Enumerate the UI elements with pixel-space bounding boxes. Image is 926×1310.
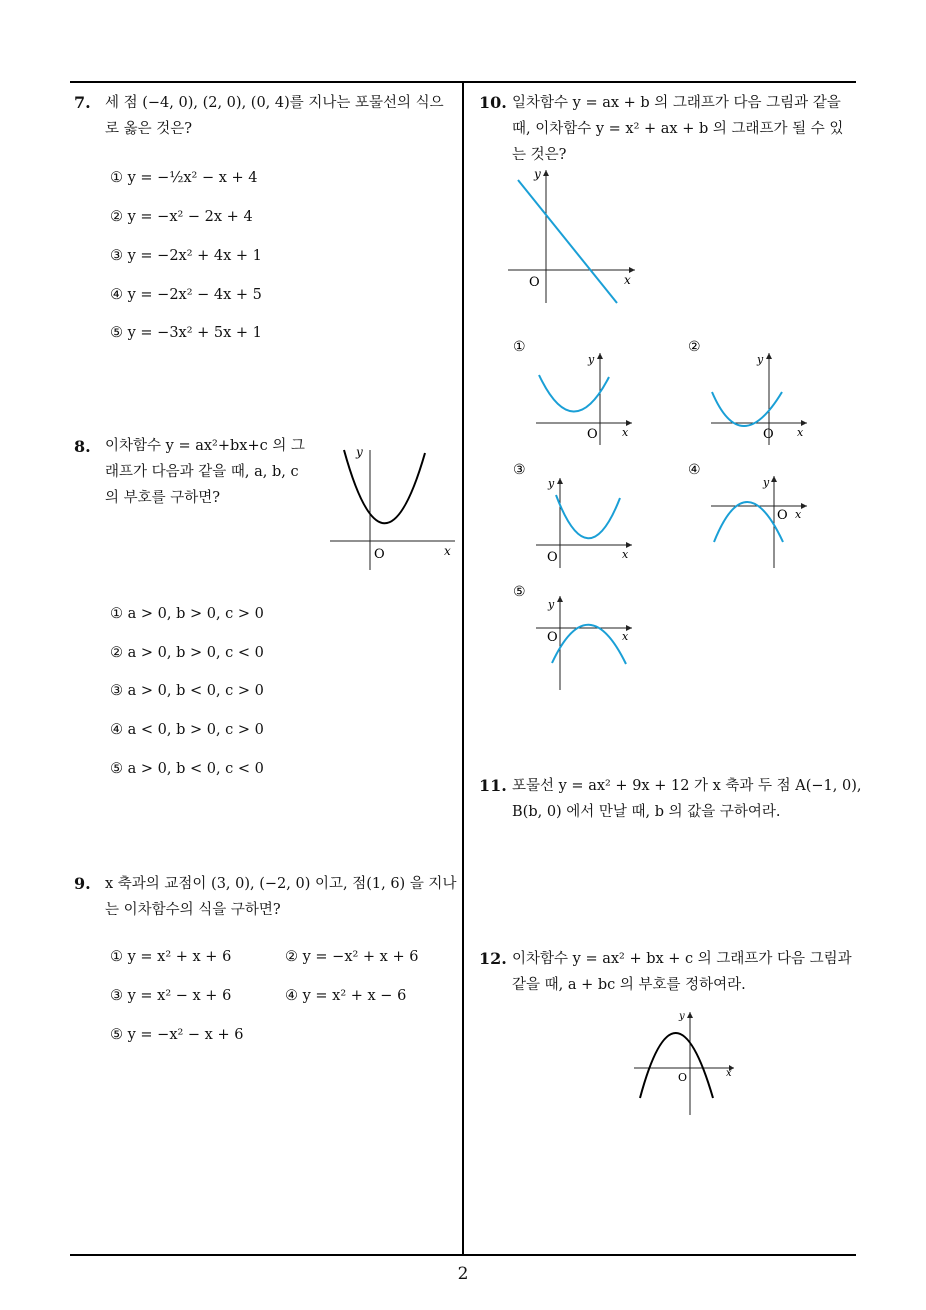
svg-text:O: O: [547, 550, 558, 565]
q10-number: 10.: [479, 93, 507, 112]
q9-text: x 축과의 교점이 (3, 0), (−2, 0) 이고, 점(1, 6) 을 지나는 이차함수의 식을 구하면?: [105, 876, 457, 918]
q10-choice-2-mark: ②: [688, 339, 701, 355]
svg-text:x: x: [622, 630, 629, 643]
q10-choice-4-mark: ④: [688, 462, 701, 478]
q8-graph: [330, 445, 460, 575]
q10-origin-label: O: [529, 275, 540, 290]
q10-x-label: x: [624, 273, 631, 287]
q10-choice-4-graph: [685, 458, 815, 568]
q10-choice-2-graph: [685, 335, 815, 445]
q10-text: 일차함수 y = ax + b 의 그래프가 다음 그림과 같을 때, 이차함수 y = x² + ax + b 의 그래프가 될 수 있는 것은?: [512, 95, 844, 163]
svg-text:y: y: [757, 353, 764, 366]
svg-text:y: y: [548, 477, 555, 490]
q7-option-1: ① y = −½x² − x + 4: [110, 170, 258, 186]
q8-text: 이차함수 y = ax²+bx+c 의 그래프가 다음과 같을 때, a, b, c 의 부호를 구하면?: [105, 438, 305, 506]
q10-y-label: y: [534, 167, 541, 181]
q7-option-5: ⑤ y = −3x² + 5x + 1: [110, 325, 262, 341]
q8-y-label: y: [356, 445, 363, 459]
page-number: 2: [457, 1264, 469, 1284]
q7-number: 7.: [74, 93, 91, 112]
bottom-rule: [70, 1254, 856, 1256]
q8-option-2: ② a > 0, b > 0, c < 0: [110, 645, 264, 661]
q7-option-4: ④ y = −2x² − 4x + 5: [110, 287, 262, 303]
q10-choice-3-mark: ③: [513, 462, 526, 478]
q11-text: 포물선 y = ax² + 9x + 12 가 x 축과 두 점 A(−1, 0), B(b, 0) 에서 만날 때, b 의 값을 구하여라.: [512, 778, 862, 820]
q9-option-4: ④ y = x² + x − 6: [285, 988, 407, 1004]
q10-choice-1-mark: ①: [513, 339, 526, 355]
q12-y-label: y: [679, 1011, 685, 1022]
q12-origin-label: O: [678, 1071, 688, 1084]
q8-number: 8.: [74, 437, 91, 456]
q8-option-1: ① a > 0, b > 0, c > 0: [110, 606, 264, 622]
q10-line-graph: [505, 168, 645, 308]
svg-text:x: x: [795, 508, 802, 521]
svg-text:y: y: [588, 353, 595, 366]
q7-option-3: ③ y = −2x² + 4x + 1: [110, 248, 262, 264]
q8-origin-label: O: [374, 547, 385, 562]
q8-option-5: ⑤ a > 0, b < 0, c < 0: [110, 761, 264, 777]
svg-text:y: y: [548, 598, 555, 611]
q7-option-2: ② y = −x² − 2x + 4: [110, 209, 253, 225]
q12-text: 이차함수 y = ax² + bx + c 의 그래프가 다음 그림과 같을 때, a + bc 의 부호를 정하여라.: [512, 951, 852, 993]
q8-option-4: ④ a < 0, b > 0, c > 0: [110, 722, 264, 738]
q10-choice-5-graph: [510, 580, 640, 690]
svg-text:x: x: [622, 548, 629, 561]
q8-option-3: ③ a > 0, b < 0, c > 0: [110, 683, 264, 699]
q10-choice-1-graph: [510, 335, 640, 445]
q8-x-label: x: [444, 544, 451, 558]
q9-option-5: ⑤ y = −x² − x + 6: [110, 1027, 244, 1043]
q12-graph: [632, 1010, 742, 1120]
q10-choice-3-graph: [510, 458, 640, 568]
q11-number: 11.: [479, 776, 507, 795]
q7-text: 세 점 (−4, 0), (2, 0), (0, 4)를 지나는 포물선의 식으로 옳은 것은?: [105, 95, 444, 137]
svg-text:O: O: [777, 508, 788, 523]
q9-option-3: ③ y = x² − x + 6: [110, 988, 232, 1004]
q9-number: 9.: [74, 874, 91, 893]
svg-text:x: x: [797, 426, 804, 439]
svg-text:x: x: [622, 426, 629, 439]
q12-number: 12.: [479, 949, 507, 968]
svg-text:O: O: [763, 427, 774, 442]
q9-option-1: ① y = x² + x + 6: [110, 949, 232, 965]
svg-text:y: y: [763, 476, 770, 489]
q9-option-2: ② y = −x² + x + 6: [285, 949, 419, 965]
svg-text:O: O: [547, 630, 558, 645]
q10-choice-5-mark: ⑤: [513, 584, 526, 600]
svg-text:O: O: [587, 427, 598, 442]
column-divider: [462, 83, 464, 1255]
q12-x-label: x: [726, 1068, 732, 1079]
